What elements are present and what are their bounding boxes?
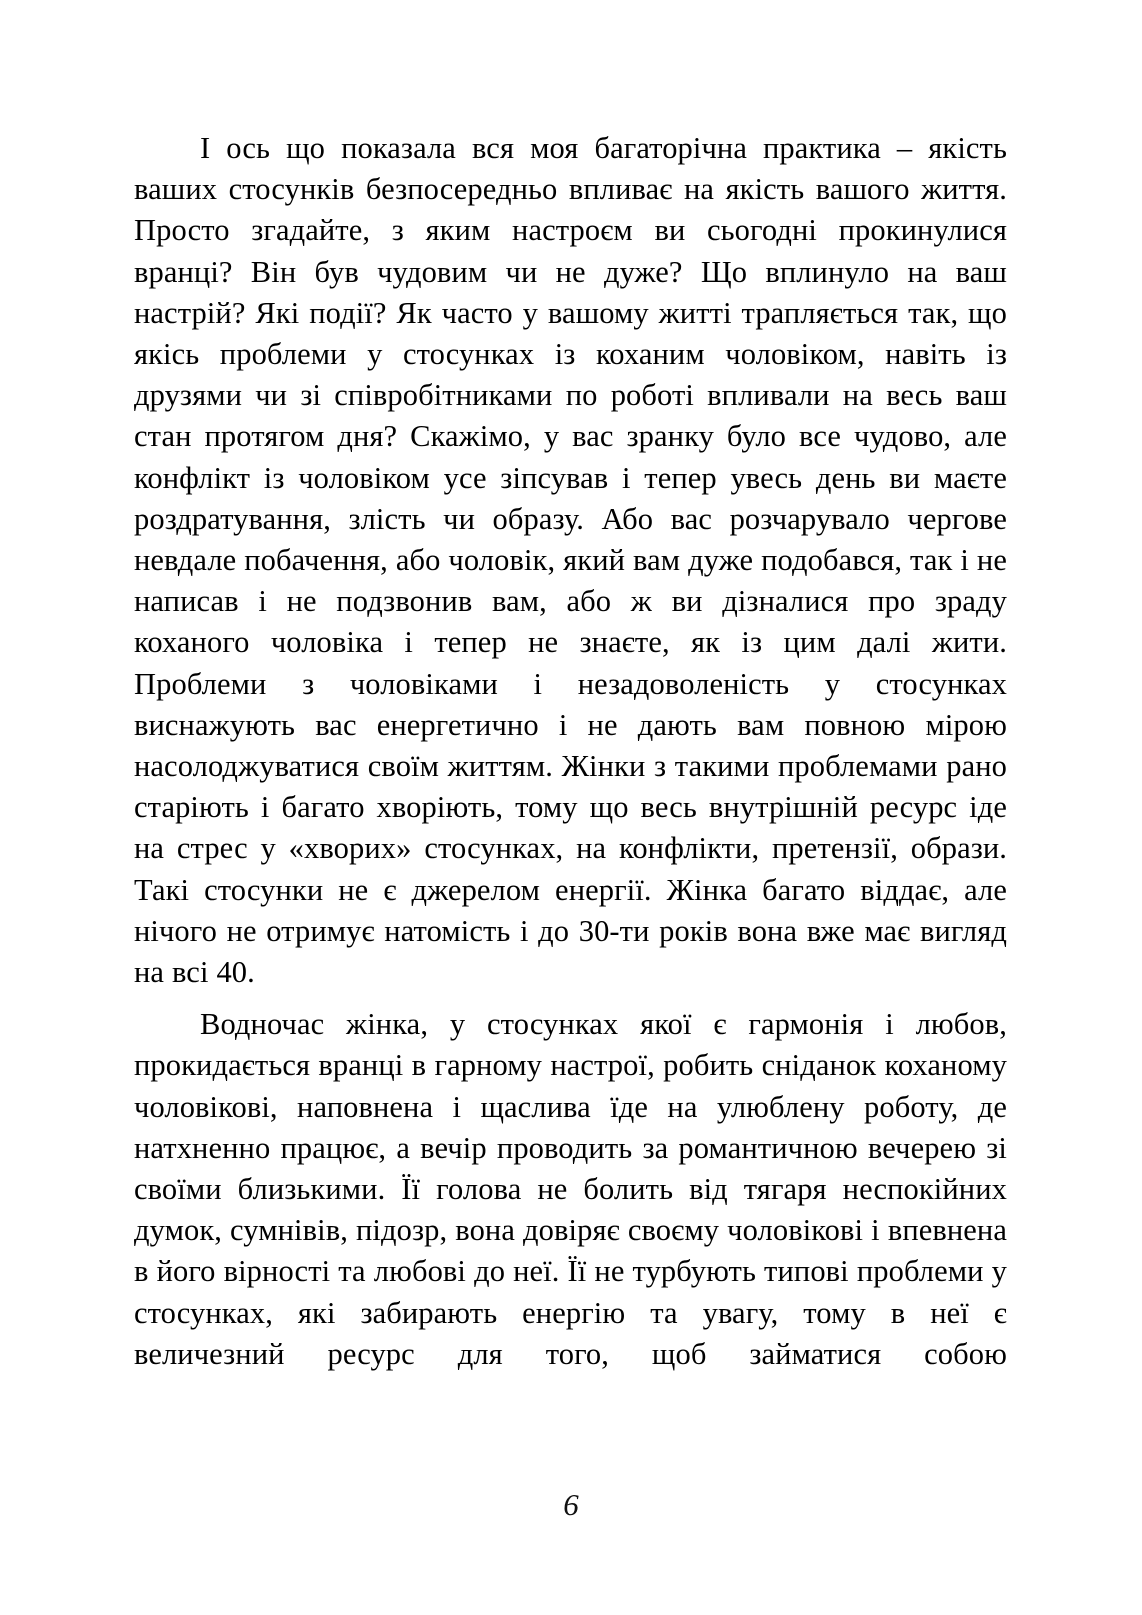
page-text-column	[134, 128, 1007, 1375]
body-paragraph-2: Водночас жінка, у стосунках якої є гармонія і любов, прокидається вранці в гарному настрої, робить сніданок коханому чоловікові, наповнена і щаслива їде на улюблену роботу, де натхненно працює, а вечір проводить за романтичною вечерею зі своїми близькими. Її голова не болить від тягаря неспокійних думок, сумнівів, підозр, вона довіряє своєму чоловікові і впевнена в його вірності та любові до неї. Її не турбують типові проблеми у стосунках, які забирають енергію та увагу, тому в неї є величезний ресурс для того, щоб займатися собою	[134, 1007, 1007, 1371]
page-number: 6	[563, 1487, 579, 1522]
body-paragraph-1: І ось що показала вся моя багаторічна практика – якість ваших стосунків безпосередньо впливає на якість вашого життя. Просто згадайте, з яким настроєм ви сьогодні прокинулися вранці? Він був чудовим чи не дуже? Що вплинуло на ваш настрій? Які події? Як часто у вашому житті трапляється так, що якісь проблеми у стосунках із коханим чоловіком, навіть із друзями чи зі співробітниками по роботі впливали на весь ваш стан протягом дня? Скажімо, у вас зранку було все чудово, але конфлікт із чоловіком усе зіпсував і тепер увесь день ви маєте роздратування, злість чи образу. Або вас розчарувало чергове невдале побачення, або чоловік, який вам дуже подобався, так і не написав і не подзвонив вам, або ж ви дізналися про зраду коханого чоловіка і тепер не знаєте, як із цим далі жити. Проблеми з чоловіками і незадоволеність у стосунках виснажують вас енергетично і не дають вам повною мірою насолоджуватися своїм життям. Жінки з такими проблемами рано старіють і багато хворіють, тому що весь внутрішній ресурс іде на стрес у «хворих» стосунках, на конфлікти, претензії, образи. Такі стосунки не є джерелом енергії. Жінка багато віддає, але нічого не отримує натомість і до 30-ти років вона вже має вигляд на всі 40.	[134, 131, 1007, 990]
